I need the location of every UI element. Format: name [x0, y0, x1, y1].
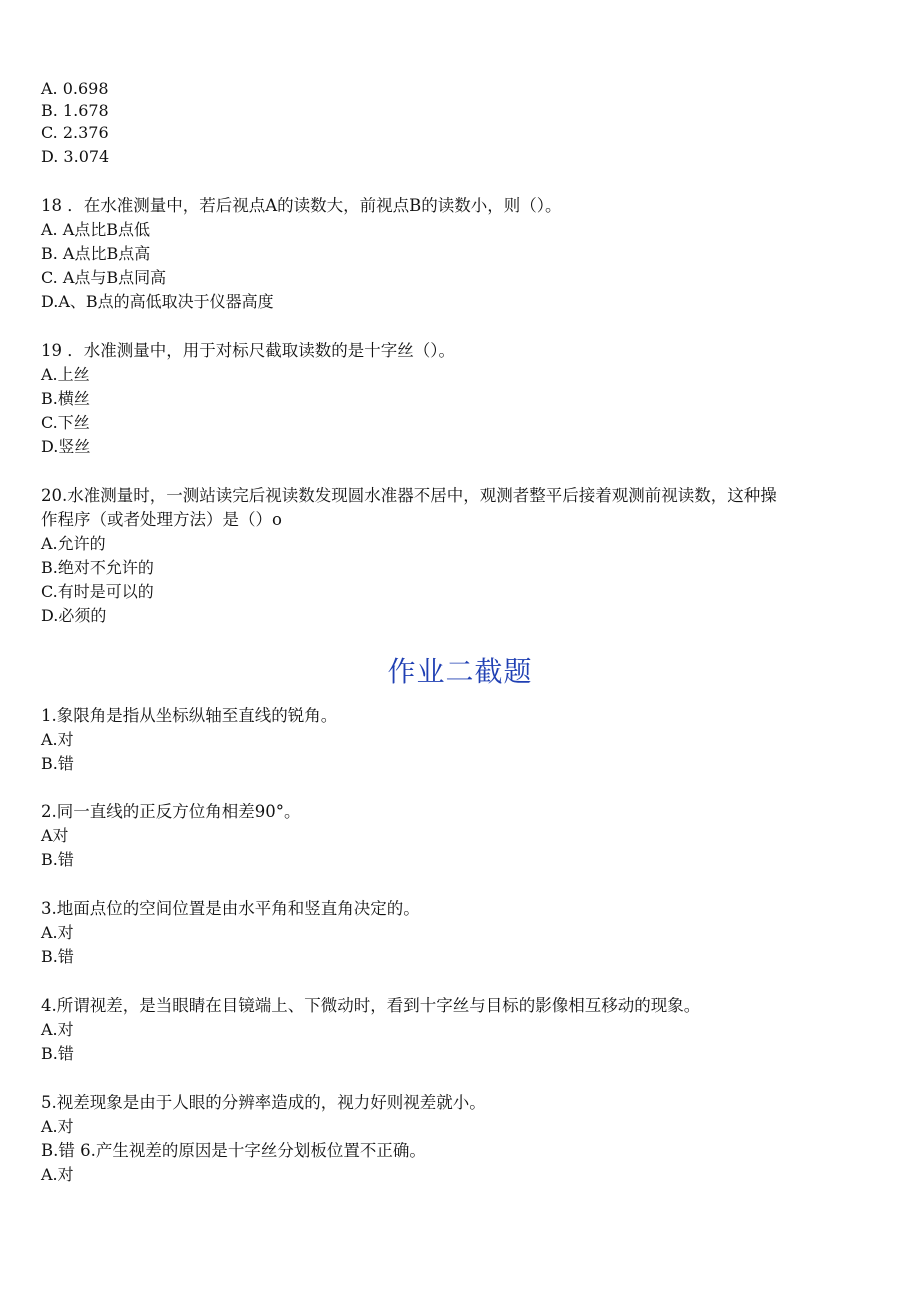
- option-c: C. A点与B点同高: [41, 268, 167, 287]
- option-a: A. A点比B点低: [41, 220, 151, 239]
- question-19: 19 ．水准测量中，用于对标尺截取读数的是十字丝（）。: [41, 341, 455, 360]
- option-c: C. 2.376: [41, 123, 109, 142]
- option-a: A.上丝: [41, 365, 90, 384]
- option-a: A.对: [41, 923, 74, 942]
- option-d: D.必须的: [41, 606, 107, 625]
- option-a: A.对: [41, 1165, 74, 1184]
- option-a: A.对: [41, 1020, 74, 1039]
- option-b: B. A点比B点高: [41, 244, 151, 263]
- option-b: B.错: [41, 754, 74, 773]
- question-1: 1.象限角是指从坐标纵轴至直线的锐角。: [41, 706, 338, 725]
- question-2: 2.同一直线的正反方位角相差90°。: [41, 802, 301, 821]
- question-4: 4.所谓视差，是当眼睛在目镜端上、下微动时，看到十字丝与目标的影像相互移动的现象。: [41, 996, 701, 1015]
- option-b: B.错: [41, 850, 74, 869]
- question-18: 18 ．在水准测量中，若后视点A的读数大，前视点B的读数小，则（）。: [41, 196, 562, 215]
- option-a: A.对: [41, 1117, 74, 1136]
- option-c: C.有时是可以的: [41, 582, 154, 601]
- option-a: A.对: [41, 730, 74, 749]
- question-20: 20.水准测量时，一测站读完后视读数发现圆水准器不居中，观测者整平后接着观测前视读数，这种操: [41, 486, 777, 505]
- option-d: D. 3.074: [41, 147, 110, 166]
- option-b: B.错: [41, 1044, 74, 1063]
- option-a: A. 0.698: [41, 79, 109, 98]
- option-b: B.绝对不允许的: [41, 558, 154, 577]
- question-3: 3.地面点位的空间位置是由水平角和竖直角决定的。: [41, 899, 420, 918]
- option-a: A对: [41, 826, 69, 845]
- option-a: A.允许的: [41, 534, 106, 553]
- question-5: 5.视差现象是由于人眼的分辨率造成的，视力好则视差就小。: [41, 1093, 486, 1112]
- option-b: B. 1.678: [41, 101, 109, 120]
- section-heading: 作业二截题: [387, 655, 533, 688]
- option-b: B.错: [41, 947, 74, 966]
- question-20-continued: 作程序（或者处理方法）是（）o: [41, 510, 282, 529]
- option-d: D.竖丝: [41, 437, 91, 456]
- option-c: C.下丝: [41, 413, 90, 432]
- option-b-and-question-6: B.错 6.产生视差的原因是十字丝分划板位置不正确。: [41, 1141, 426, 1160]
- option-d: D.A、B点的高低取决于仪器高度: [41, 292, 274, 311]
- option-b: B.横丝: [41, 389, 90, 408]
